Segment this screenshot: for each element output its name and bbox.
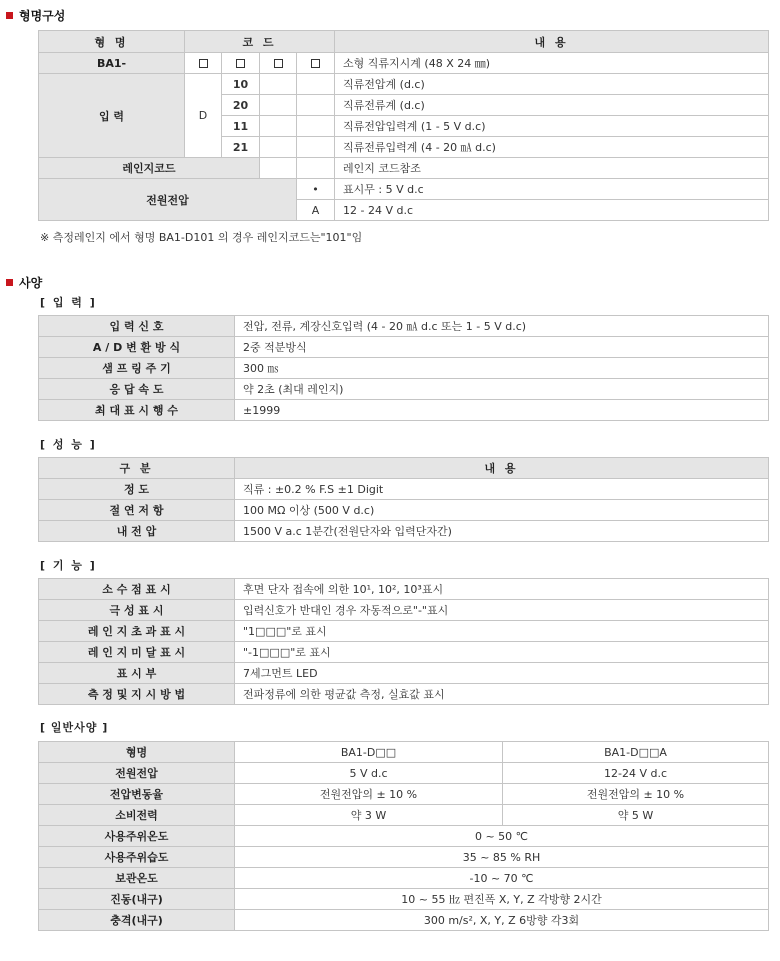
spec-label: 절 연 저 항: [39, 500, 235, 521]
spec-value: 약 2초 (최대 레인지): [235, 379, 769, 400]
header-model: 형 명: [39, 31, 185, 53]
model-config-table: [38, 30, 769, 221]
function-table: [38, 578, 769, 705]
header-content: 내 용: [235, 458, 769, 479]
input-spec-table: [38, 315, 769, 421]
spec-value: 약 5 W: [503, 805, 769, 826]
spec-value: 약 3 W: [235, 805, 503, 826]
model-desc: 소형 직류지시계 (48 X 24 ㎜): [335, 53, 769, 74]
spec-value: 전압, 전류, 계장신호입력 (4 - 20 ㎃ d.c 또는 1 - 5 V d.c): [235, 316, 769, 337]
spec-label: 최 대 표 시 행 수: [39, 400, 235, 421]
spec-label: 사용주위온도: [39, 826, 235, 847]
spec-label: A / D 변 환 방 식: [39, 337, 235, 358]
spec-value: -10 ~ 70 ℃: [235, 868, 769, 889]
spec-value: 직류 : ±0.2 % F.S ±1 Digit: [235, 479, 769, 500]
spec-label: 측 정 및 지 시 방 법: [39, 684, 235, 705]
code-box-icon: [199, 59, 208, 68]
subsection-title-input: [ 입 력 ]: [40, 296, 97, 309]
subsection-title-function: [ 기 능 ]: [40, 559, 97, 572]
power-desc: 12 - 24 V d.c: [335, 200, 769, 221]
range-desc: 레인지 코드참조: [335, 158, 769, 179]
spec-label: 사용주위습도: [39, 847, 235, 868]
input-row-desc: 직류전류입력계 (4 - 20 ㎃ d.c): [335, 137, 769, 158]
header-code: 코 드: [185, 31, 335, 53]
model-name: BA1-D□□A: [503, 742, 769, 763]
code-box-icon: [274, 59, 283, 68]
spec-label: 전압변동율: [39, 784, 235, 805]
spec-label: 소비전력: [39, 805, 235, 826]
spec-label: 소 수 점 표 시: [39, 579, 235, 600]
spec-label: 충격(내구): [39, 910, 235, 931]
model-prefix: BA1-: [39, 53, 185, 74]
spec-label: 내 전 압: [39, 521, 235, 542]
power-label: 전원전압: [39, 179, 297, 221]
section-heading-spec: [6, 275, 42, 291]
spec-value: 35 ~ 85 % RH: [235, 847, 769, 868]
spec-label: 레 인 지 초 과 표 시: [39, 621, 235, 642]
spec-value: 입력신호가 반대인 경우 자동적으로"-"표시: [235, 600, 769, 621]
section-title: 사양: [19, 276, 43, 290]
spec-value: 5 V d.c: [235, 763, 503, 784]
spec-label: 레 인 지 미 달 표 시: [39, 642, 235, 663]
input-code: D: [185, 74, 222, 158]
spec-label: 표 시 부: [39, 663, 235, 684]
spec-label: 샘 프 링 주 기: [39, 358, 235, 379]
spec-label: 진동(내구): [39, 889, 235, 910]
spec-value: "-1□□□"로 표시: [235, 642, 769, 663]
input-row-desc: 직류전압입력계 (1 - 5 V d.c): [335, 116, 769, 137]
subsection-title-performance: [ 성 능 ]: [40, 438, 97, 451]
spec-value: 전원전압의 ± 10 %: [235, 784, 503, 805]
input-row-code: 10: [222, 74, 260, 95]
section-marker-icon: [6, 279, 13, 286]
spec-label: 정 도: [39, 479, 235, 500]
input-row-desc: 직류전압계 (d.c): [335, 74, 769, 95]
range-label: 레인지코드: [39, 158, 260, 179]
subsection-title-general: [ 일반사양 ]: [40, 721, 109, 734]
input-label: 입 력: [39, 74, 185, 158]
spec-value: "1□□□"로 표시: [235, 621, 769, 642]
spec-value: 1500 V a.c 1분간(전원단자와 입력단자간): [235, 521, 769, 542]
model-name: BA1-D□□: [235, 742, 503, 763]
section-heading-model: [6, 8, 65, 24]
input-row-desc: 직류전류계 (d.c): [335, 95, 769, 116]
section-title: 형명구성: [19, 9, 66, 23]
spec-value: 300 m/s², X, Y, Z 6방향 각3회: [235, 910, 769, 931]
spec-value: 0 ~ 50 ℃: [235, 826, 769, 847]
spec-label: 응 답 속 도: [39, 379, 235, 400]
spec-value: 전원전압의 ± 10 %: [503, 784, 769, 805]
spec-label: 전원전압: [39, 763, 235, 784]
spec-value: ±1999: [235, 400, 769, 421]
section-marker-icon: [6, 12, 13, 19]
range-note: ※ 측정레인지 에서 형명 BA1-D101 의 경우 레인지코드는"101"임: [40, 231, 363, 244]
spec-value: 2중 적분방식: [235, 337, 769, 358]
header-category: 구 분: [39, 458, 235, 479]
spec-value: 300 ㎳: [235, 358, 769, 379]
input-row-code: 21: [222, 137, 260, 158]
input-row-code: 20: [222, 95, 260, 116]
general-spec-table: [38, 741, 769, 931]
code-box-icon: [311, 59, 320, 68]
spec-value: 100 MΩ 이상 (500 V d.c): [235, 500, 769, 521]
spec-label: 입 력 신 호: [39, 316, 235, 337]
spec-value: 12-24 V d.c: [503, 763, 769, 784]
code-box-icon: [236, 59, 245, 68]
spec-label: 보관온도: [39, 868, 235, 889]
power-code: •: [297, 179, 335, 200]
power-code: A: [297, 200, 335, 221]
power-desc: 표시무 : 5 V d.c: [335, 179, 769, 200]
spec-label: 극 성 표 시: [39, 600, 235, 621]
spec-label: 형명: [39, 742, 235, 763]
header-content: 내 용: [335, 31, 769, 53]
spec-value: 7세그먼트 LED: [235, 663, 769, 684]
spec-value: 10 ~ 55 ㎐ 편진폭 X, Y, Z 각방향 2시간: [235, 889, 769, 910]
spec-value: 전파정류에 의한 평균값 측정, 실효값 표시: [235, 684, 769, 705]
performance-table: [38, 457, 769, 542]
spec-value: 후면 단자 접속에 의한 10¹, 10², 10³표시: [235, 579, 769, 600]
input-row-code: 11: [222, 116, 260, 137]
